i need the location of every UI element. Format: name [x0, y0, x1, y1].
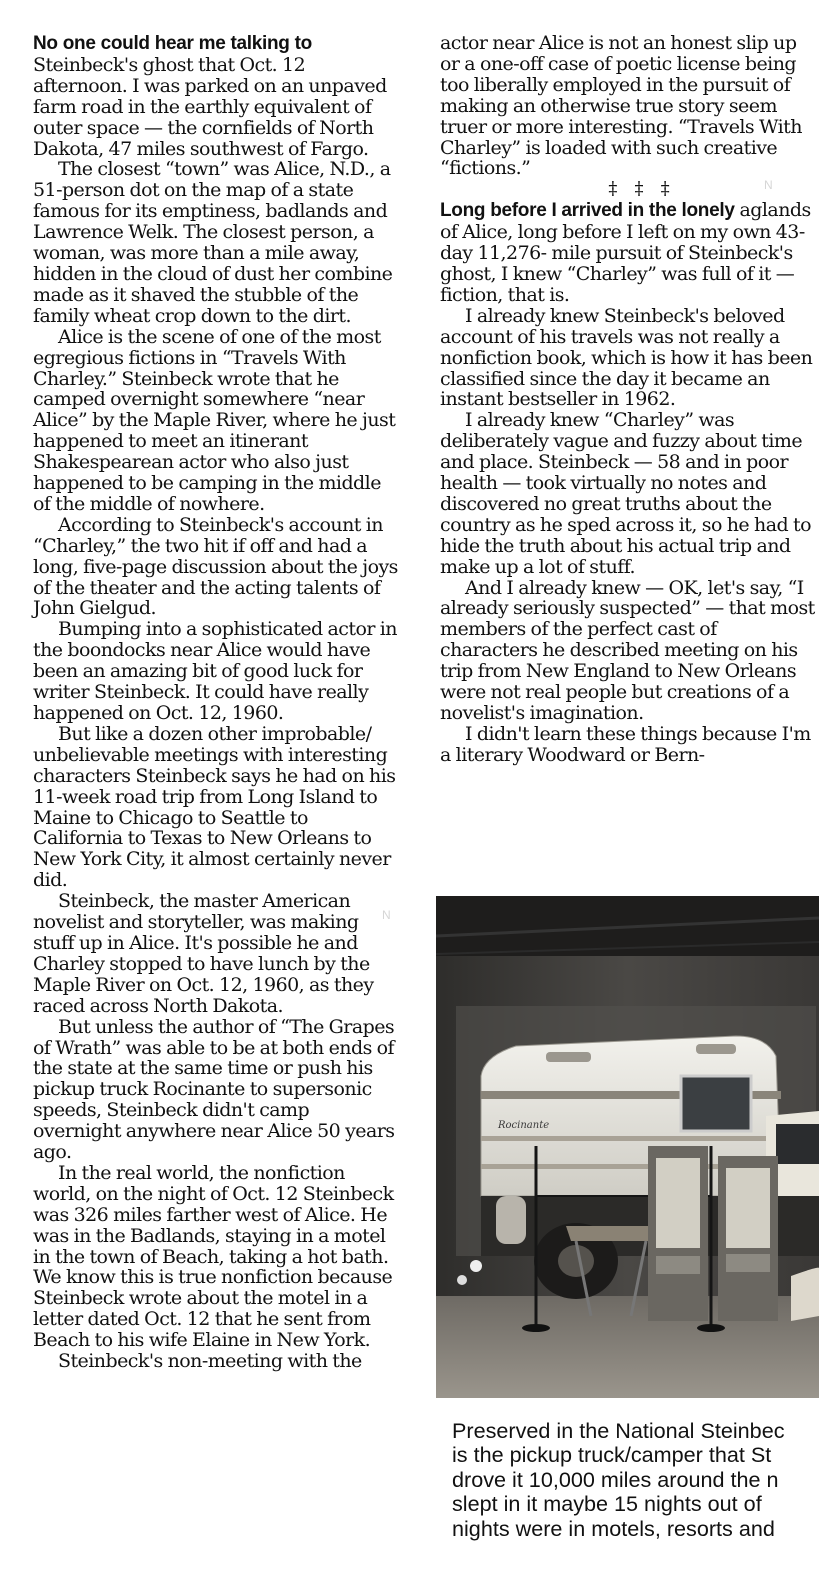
paragraph-text: But like a dozen other improbable/ unbelievable meetings with interesting characters Steinbeck says he had on his 11-week road trip from Long Island to Maine to Chicago to Seattle to California to Texas to New Orleans to New York City, it almost certainly never did.: [33, 722, 396, 892]
caption-line: drove it 10,000 miles around the n: [452, 1466, 779, 1492]
camper-name-script: Rocinante: [498, 1120, 550, 1131]
paragraph-text: I didn't learn these things because I'm a literary Woodward or Bern-: [440, 722, 811, 766]
article-paragraph: [440, 724, 819, 766]
paragraph-text: aglands of Alice, long before I left on my own 43-day 11,276- mile pursuit of Steinbeck's ghost, I knew “Charley” was full of it — fiction, that is.: [440, 199, 811, 306]
article-paragraph: [440, 410, 819, 577]
camper-photo-illustration: [436, 896, 819, 1398]
article-paragraph: [33, 1163, 401, 1351]
article-column-left: [33, 33, 401, 1372]
article-paragraph: [440, 200, 819, 306]
article-paragraph: [33, 1017, 401, 1163]
caption-line: Preserved in the National Steinbec: [452, 1419, 785, 1443]
article-paragraph: [440, 33, 819, 179]
paragraph-text: actor near Alice is not an honest slip up or a one-off case of poetic license being too liberally employed in the pursuit of making an otherwise true story seem truer or more interesting. “Travels With Charley” is loaded with such creative “fictions.”: [440, 32, 802, 180]
section-divider: ‡ ‡ ‡: [608, 178, 676, 200]
paragraph-text: But unless the author of “The Grapes of Wrath” was able to be at both ends of the state at the same time or push his pickup truck Rocinante to supersonic speeds, Steinbeck didn't camp overnight anywhere near Alice 50 years ago.: [33, 1015, 395, 1164]
article-paragraph: [33, 327, 401, 515]
paragraph-text: Bumping into a sophisticated actor in the boondocks near Alice would have been an amazing bit of good luck for writer Steinbeck. It could have really happened on Oct. 12, 1960.: [33, 618, 397, 724]
article-paragraph: [33, 619, 401, 724]
paragraph-text: The closest “town” was Alice, N.D., a 51-person dot on the map of a state famous for its emptiness, badlands and Lawrence Welk. The closest person, a woman, was more than a mile away, hidden in the cloud of dust her combine made as it shaved the stubble of the family wheat crop down to the dirt.: [33, 158, 393, 327]
registration-mark: N: [764, 178, 773, 192]
paragraph-text: According to Steinbeck's account in “Charley,” the two hit if off and had a long, five-page discussion about the joys of the theater and the acting talents of John Gielgud.: [33, 513, 398, 620]
paragraph-text: In the real world, the nonfiction world, on the night of Oct. 12 Steinbeck was 326 miles farther west of Alice. He was in the Badlands, staying in a motel in the town of Beach, taking a hot bath. We know this is true nonfiction because Steinbeck wrote about the motel in a letter dated Oct. 12 that he sent from Beach to his wife Elaine in New York.: [33, 1161, 394, 1352]
paragraph-text: Steinbeck, the master American novelist and storyteller, was making stuff up in Alice. It's possible he and Charley stopped to have lunch by the Maple River on Oct. 12, 1960, as they raced across North Dakota.: [33, 890, 374, 1017]
article-paragraph: [33, 33, 401, 159]
photo-steinbeck-camper: [436, 896, 819, 1398]
article-paragraph: [33, 1351, 401, 1372]
registration-mark: N: [382, 908, 391, 922]
paragraph-text: Steinbeck's non-meeting with the: [58, 1350, 362, 1373]
article-paragraph: [33, 724, 401, 891]
photo-caption: [452, 1419, 819, 1541]
caption-line: is the pickup truck/camper that St: [452, 1442, 772, 1468]
article-paragraph: [440, 306, 819, 411]
article-paragraph: [33, 891, 401, 1016]
section-lead-in: No one could hear me talking to: [33, 33, 312, 54]
article-paragraph: [440, 578, 819, 724]
paragraph-text: I already knew “Charley” was deliberately vague and fuzzy about time and place. Steinbeck — 58 and in poor health — took virtually no notes and discovered no great truths about the country as he sped across it, so he had to hide the truth about his actual trip and make up a lot of stuff.: [440, 409, 811, 578]
article-column-right: [440, 33, 819, 766]
paragraph-text: I already knew Steinbeck's beloved account of his travels was not really a nonfiction book, which is how it has been classified since the day it became an instant bestseller in 1962.: [440, 304, 813, 411]
caption-line: nights were in motels, resorts and: [452, 1515, 775, 1541]
paragraph-text: Alice is the scene of one of the most egregious fictions in “Travels With Charley.” Steinbeck wrote that he camped overnight somewhere “near Alice” by the Maple River, where he just happened to meet an itinerant Shakespearean actor who also just happened to be camping in the middle of the middle of nowhere.: [33, 325, 396, 515]
article-paragraph: [33, 515, 401, 620]
caption-line: slept in it maybe 15 nights out of: [452, 1491, 762, 1517]
section-lead-in: Long before I arrived in the lonely: [440, 200, 735, 222]
paragraph-text: Steinbeck's ghost that Oct. 12 afternoon. I was parked on an unpaved farm road in the earthly equivalent of outer space — the cornfields of North Dakota, 47 miles southwest of Fargo.: [33, 53, 387, 160]
article-paragraph: [33, 159, 401, 326]
paragraph-text: And I already knew — OK, let's say, “I already seriously suspected” — that most members of the perfect cast of characters he described meeting on his trip from New England to New Orleans were not real people but creations of a novelist's imagination.: [440, 576, 815, 724]
